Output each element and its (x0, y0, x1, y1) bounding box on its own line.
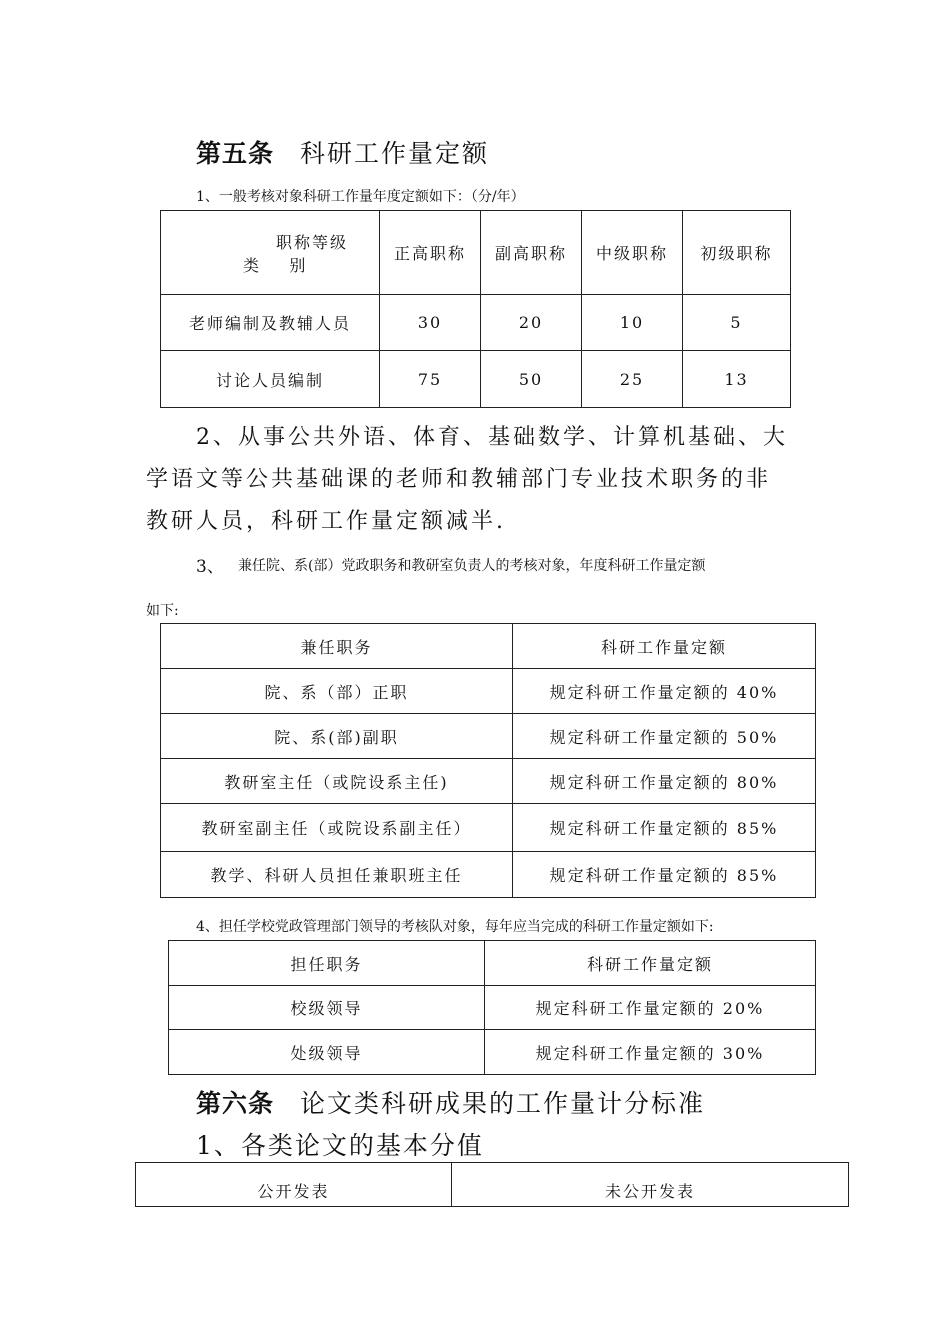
cell: 规定科研工作量定额的 20% (485, 986, 816, 1030)
header-cell: 初级职称 (683, 211, 791, 295)
item4-text: 4、担任学校党政管理部门领导的考核队对象，每年应当完成的科研工作量定额如下: (196, 919, 714, 935)
cell: 教研室副主任（或院设系副主任） (161, 804, 513, 852)
cell: 13 (683, 351, 791, 408)
header-cell: 未公开发表 (452, 1163, 849, 1207)
cell: 30 (380, 295, 481, 351)
table-row (161, 759, 816, 804)
item3-text: 兼任院、系(部）党政职务和教研室负责人的考核对象，年度科研工作量定额 (238, 558, 706, 574)
cell: 20 (481, 295, 582, 351)
item2-line: 教研人员，科研工作量定额减半. (146, 509, 506, 534)
item2-line: 学语文等公共基础课的老师和教辅部门专业技术职务的非 (146, 467, 772, 492)
table-row (161, 669, 816, 714)
cell: 75 (380, 351, 481, 408)
header-cell: 兼任职务 (161, 624, 513, 669)
table-row (169, 1030, 816, 1075)
cell: 校级领导 (169, 986, 485, 1030)
cell: 院、系（部）正职 (161, 669, 513, 714)
table-row (161, 714, 816, 759)
item2-line: 2、从事公共外语、体育、基础数学、计算机基础、大 (196, 425, 788, 450)
section6-title: 论文类科研成果的工作量计分标准 (300, 1089, 706, 1118)
header-cell: 副高职称 (481, 211, 582, 295)
table-row (161, 351, 791, 408)
cell: 规定科研工作量定额的 85% (513, 804, 816, 852)
corner-cell (161, 211, 380, 295)
cell: 教学、科研人员担任兼职班主任 (161, 852, 513, 898)
header-cell: 正高职称 (380, 211, 481, 295)
corner-bottom: 类 别 (243, 255, 308, 275)
section6-heading (196, 1084, 705, 1120)
cell: 规定科研工作量定额的 40% (513, 669, 816, 714)
section5-title: 科研工作量定额 (300, 139, 490, 168)
cell: 5 (683, 295, 791, 351)
header-cell: 担任职务 (169, 941, 485, 986)
corner-top: 职称等级 (276, 232, 349, 252)
cell: 教研室主任（或院设系主任) (161, 759, 513, 804)
cell: 规定科研工作量定额的 50% (513, 714, 816, 759)
cell: 处级领导 (169, 1030, 485, 1075)
table-row (161, 804, 816, 852)
table-row (169, 986, 816, 1030)
paper-score-table (135, 1162, 849, 1207)
table-row (161, 295, 791, 351)
header-cell: 科研工作量定额 (485, 941, 816, 986)
quota-table (160, 210, 791, 408)
table-row (161, 852, 816, 898)
concurrent-post-table (160, 623, 816, 898)
row-label: 讨论人员编制 (161, 351, 380, 408)
cell: 10 (582, 295, 683, 351)
section5-label: 第五条 (196, 139, 275, 168)
cell: 50 (481, 351, 582, 408)
item3-number: 3、 (196, 557, 224, 577)
section5-heading (196, 134, 489, 170)
section6-sub1: 1、各类论文的基本分值 (196, 1131, 484, 1160)
cell: 规定科研工作量定额的 85% (513, 852, 816, 898)
cell: 院、系(部)副职 (161, 714, 513, 759)
item1-text: 1、一般考核对象科研工作量年度定额如下：（分/年） (196, 189, 525, 205)
header-cell: 科研工作量定额 (513, 624, 816, 669)
cell: 25 (582, 351, 683, 408)
cell: 规定科研工作量定额的 80% (513, 759, 816, 804)
header-cell: 中级职称 (582, 211, 683, 295)
item3-continuation: 如下: (146, 603, 179, 619)
row-label: 老师编制及教辅人员 (161, 295, 380, 351)
cell: 规定科研工作量定额的 30% (485, 1030, 816, 1075)
leader-table (168, 940, 816, 1075)
header-cell: 公开发表 (136, 1163, 452, 1207)
section6-label: 第六条 (196, 1089, 275, 1118)
